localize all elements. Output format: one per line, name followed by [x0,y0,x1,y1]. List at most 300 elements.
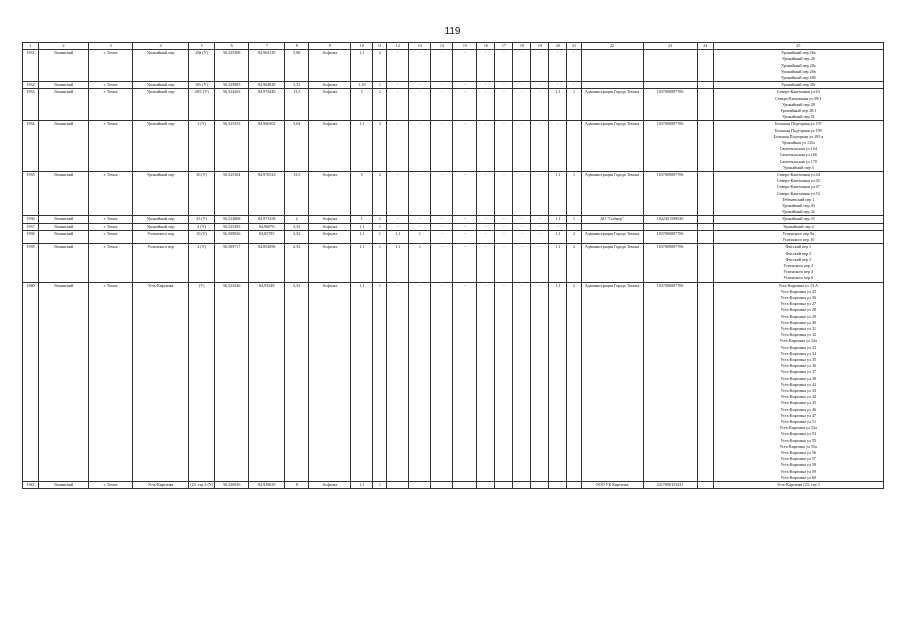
table-cell-col-5: 2 (У) [189,244,215,282]
address-line: Северо-Каштачная ул 44 [776,172,820,178]
table-cell-col-19: - [531,216,549,223]
table-cell-col-1: 1937 [23,223,39,230]
address-line: Северо-Каштачная ул 63 [776,89,820,95]
address-line: Усть-Киргизка ул 60 [780,474,817,480]
table-cell-col-5: 28/1 (У) [189,89,215,121]
column-header: 11 [373,43,387,50]
table-cell-col-16 [477,482,495,489]
table-cell-col-19 [531,482,549,489]
table-cell-col-21: 2 [567,230,581,243]
table-cell-col-13: 1 [409,244,431,282]
column-number-row [23,43,884,50]
addresses-cell [713,172,883,216]
address-line: Усть-Киргизка ул 46 [780,406,817,412]
table-cell-col-14 [431,482,453,489]
table-cell-col-10: 1,1 [351,50,373,82]
table-cell-col-15: - [453,216,477,223]
table-cell-col-6: 56,523426 [215,282,249,482]
table-cell-col-7: 84,964828 [249,82,285,89]
address-line: Северо-Каштачная ул 59/1 [775,95,822,101]
table-cell-col-11: 1 [373,482,387,489]
table-cell-col-15: - [453,82,477,89]
addresses-cell [713,223,883,230]
address-line: Урожайный пер 28 [781,56,815,62]
table-cell-col-19: - [531,121,549,172]
table-cell-col-5: 30 (У) [189,172,215,216]
table-cell-col-2: Ленинский [39,223,89,230]
table-cell-col-24 [697,89,713,121]
table-cell-col-2: Ленинский [39,482,89,489]
table-cell-col-1: 1931 [23,50,39,82]
table-cell-col-7: 84,971358 [249,216,285,223]
registry-table [22,42,884,489]
table-cell-col-17: - [495,223,513,230]
table-row [23,282,884,482]
address-line: Урожайная ул 135а [781,140,815,146]
table-cell-col-16: - [477,282,495,482]
table-cell-col-11: 3 [373,121,387,172]
table-cell-col-7: 84,970523 [249,172,285,216]
address-line: Фисский пер 1 [785,244,812,250]
address-line: Усть-Киргизка ул 34 [780,350,817,356]
table-cell-col-6: 56,525483 [215,223,249,230]
table-cell-col-17: - [495,282,513,482]
address-line: Усть-Киргизка ул 53 [780,431,817,437]
addresses-cell [713,121,883,172]
table-cell-col-16: - [477,230,495,243]
table-cell-col-12: - [387,223,409,230]
table-cell-col-4: Урожайный пер [133,82,189,89]
table-cell-col-14: - [431,82,453,89]
table-row [23,172,884,216]
table-row [23,50,884,82]
address-line: Тебеневский пер 1 [782,196,815,202]
column-header: 15 [453,43,477,50]
table-cell-col-3: г. Томск [89,244,133,282]
address-line: Усть-Киргизка ул 47 [780,412,817,418]
table-cell-col-4: Успенского пер [133,230,189,243]
table-cell-col-8: 2,52 [285,244,309,282]
table-cell-col-8: 13,5 [285,172,309,216]
table-cell-col-15: - [453,172,477,216]
table-cell-col-22: Администрация Города Томска [581,282,643,482]
table-cell-col-1: 1932 [23,82,39,89]
table-cell-col-19: - [531,230,549,243]
table-cell-col-8: 5,00 [285,50,309,82]
table-cell-col-12: 1,1 [387,244,409,282]
table-cell-col-20: 1,1 [549,230,567,243]
table-cell-col-13: - [409,82,431,89]
table-cell-col-18: - [513,223,531,230]
table-cell-col-14: - [431,89,453,121]
table-cell-col-1: 1936 [23,216,39,223]
table-cell-col-11: 2 [373,50,387,82]
table-cell-col-19: - [531,244,549,282]
table-cell-col-1: 1935 [23,172,39,216]
column-header: 5 [189,43,215,50]
table-cell-col-5: 3 (У) [189,121,215,172]
table-cell-col-20: 1,1 [549,216,567,223]
address-line: Урожайный пер 31 [781,114,815,120]
table-cell-col-21 [567,482,581,489]
table-cell-col-22: Администрация Города Томска [581,230,643,243]
table-cell-col-17: - [495,121,513,172]
column-header: 18 [513,43,531,50]
table-row [23,216,884,223]
table-cell-col-9: Асфальт [309,282,351,482]
table-cell-col-9: Асфальт [309,223,351,230]
address-line: Усть-Киргизка ул 36 [780,363,817,369]
table-cell-col-23: 1037000087706 [643,282,697,482]
table-cell-col-21: 1 [567,89,581,121]
table-cell-col-12 [387,482,409,489]
table-cell-col-3: г. Томск [89,230,133,243]
table-cell-col-3: г. Томск [89,82,133,89]
table-cell-col-23: 1037000087706 [643,89,697,121]
table-cell-col-12: 1,1 [387,230,409,243]
table-cell-col-16: - [477,50,495,82]
table-cell-col-21: 1 [567,172,581,216]
table-cell-col-4: Усть-Киргизка [133,282,189,482]
address-line: Усть-Киргизка ул 37 [780,369,817,375]
column-header: 21 [567,43,581,50]
column-header: 17 [495,43,513,50]
table-cell-col-23 [643,223,697,230]
address-line: Усть-Киргизка ул 44 [780,394,817,400]
table-cell-col-20: - [549,121,567,172]
column-header: 24 [697,43,713,50]
table-row [23,89,884,121]
table-cell-col-17: - [495,50,513,82]
address-line: Усть-Киргизка ул 45 [780,400,817,406]
table-cell-col-14: - [431,216,453,223]
table-cell-col-13: 1 [409,230,431,243]
table-cell-col-23: 2217000153431 [643,482,697,489]
table-cell-col-20: 1,1 [549,172,567,216]
address-line: Урожайный пер 28б [780,75,816,81]
table-cell-col-19: - [531,223,549,230]
table-cell-col-24 [697,223,713,230]
table-cell-col-9: Асфальт [309,121,351,172]
table-cell-col-18: - [513,230,531,243]
table-cell-col-22 [581,223,643,230]
table-cell-col-9: Асфальт [309,230,351,243]
table-cell-col-2: Ленинский [39,121,89,172]
table-cell-col-4: Урожайный пер [133,223,189,230]
table-cell-col-23: 1037000087706 [643,244,697,282]
table-cell-col-20: 1,1 [549,89,567,121]
table-cell-col-5: 28г (У) [189,82,215,89]
table-cell-col-12: - [387,216,409,223]
column-header: 20 [549,43,567,50]
table-cell-col-20: 1,1 [549,244,567,282]
address-line: Урожайный пер 28а [781,62,816,68]
address-line: Усть-Киргизка ул 51 [780,418,817,424]
table-cell-col-24 [697,50,713,82]
table-cell-col-23 [643,50,697,82]
address-line: Урожайный пер 3 [782,164,814,170]
address-line: Северо-Каштачная ул 45 [776,178,820,184]
table-cell-col-4: Усть-Киргизка [133,482,189,489]
table-cell-col-3: г. Томск [89,223,133,230]
table-cell-col-11: 1 [373,82,387,89]
table-cell-col-1: 1940 [23,282,39,482]
table-cell-col-18: - [513,216,531,223]
column-header: 14 [431,43,453,50]
table-cell-col-4: Урожайный пер [133,89,189,121]
table-cell-col-5: 10 (У) [189,230,215,243]
table-cell-col-15: - [453,223,477,230]
table-cell-col-18: - [513,172,531,216]
address-line: Самотыльская ул 164 [779,146,817,152]
table-cell-col-8: 2,52 [285,282,309,482]
table-cell-col-2: Ленинский [39,230,89,243]
table-cell-col-17: - [495,244,513,282]
addresses-cell [713,216,883,223]
table-cell-col-1: 1934 [23,121,39,172]
address-line: Усть-Киргизка ул 43 [780,387,817,393]
table-cell-col-10: 1,1 [351,223,373,230]
table-cell-col-3: г. Томск [89,282,133,482]
table-cell-col-15 [453,482,477,489]
table-cell-col-14: - [431,121,453,172]
address-line: Успенского пер 10 [782,237,815,243]
address-line: Фисский пер 3 [785,256,812,262]
table-cell-col-22: Администрация Города Томска [581,244,643,282]
table-cell-col-3: г. Томск [89,216,133,223]
table-cell-col-6: 56,525353 [215,121,249,172]
address-line: Самотыльская ул 166 [779,152,817,158]
table-cell-col-23: 1037000087706 [643,172,697,216]
table-cell-col-10: 1,1 [351,282,373,482]
table-cell-col-4: Успенского пер [133,244,189,282]
table-cell-col-13: - [409,216,431,223]
table-cell-col-7: 84,96076 [249,223,285,230]
table-cell-col-7: 84,92548 [249,282,285,482]
table-cell-col-11: 1 [373,230,387,243]
page-number: 119 [444,26,461,37]
address-line: Усть-Киргизка ул 30 [780,319,817,325]
table-cell-col-2: Ленинский [39,89,89,121]
table-cell-col-7: 84,964129 [249,50,285,82]
table-row [23,121,884,172]
table-cell-col-20 [549,482,567,489]
table-cell-col-16: - [477,223,495,230]
address-line: Успенского пер 8а [782,230,815,236]
address-line: Усть-Киргизка ул 32 [780,332,817,338]
table-cell-col-6: 56,525164 [215,172,249,216]
column-header: 1 [23,43,39,50]
table-cell-col-1: 1939 [23,244,39,282]
address-line: Усть-Киргизка ул 58 [780,462,817,468]
table-cell-col-16: - [477,121,495,172]
table-cell-col-5: (23, стр 3 (У) [190,482,214,488]
addresses-cell [713,282,883,482]
address-line: Урожайный пер 28г [781,82,816,88]
address-line: Большая Подгорная ул 199 [774,127,822,133]
table-cell-col-9: Асфальт [309,172,351,216]
table-cell-col-14: - [431,282,453,482]
address-line: Урожайный пер 30 [781,203,815,209]
address-line: Усть-Киргизка ул 55 [780,437,817,443]
address-line: Большая Подгорная ул 195 а [773,133,824,139]
table-cell-col-12: - [387,121,409,172]
address-line: Усть-Киргизка ул 26 [780,294,817,300]
table-cell-col-15: - [453,89,477,121]
table-cell-col-13: - [409,282,431,482]
address-line: Усть-Киргизка ул 28 [780,307,817,313]
table-cell-col-9: Асфальт [309,244,351,282]
table-cell-col-24 [697,121,713,172]
table-cell-col-14: - [431,230,453,243]
table-cell-col-15: - [453,121,477,172]
table-cell-col-12: - [387,82,409,89]
table-cell-col-20: 1,1 [549,282,567,482]
table-cell-col-13: - [409,121,431,172]
address-line: Усть-Киргизка (23, стр 3 [776,482,820,488]
address-line: Самотыльская ул 170 [779,158,817,164]
table-cell-col-17: - [495,216,513,223]
table-cell-col-21: - [567,82,581,89]
table-cell-col-24 [697,216,713,223]
column-header: 22 [581,43,643,50]
table-cell-col-8: 8 [285,482,309,489]
table-cell-col-14: - [431,172,453,216]
column-header: 4 [133,43,189,50]
table-cell-col-14: - [431,223,453,230]
table-cell-col-22 [581,82,643,89]
table-cell-col-10: 5 [351,172,373,216]
table-cell-col-19: - [531,282,549,482]
table-cell-col-18 [513,482,531,489]
table-cell-col-7: 84,85785 [249,230,285,243]
table-cell-col-5: (У) [189,282,215,482]
address-line: Усть-Киргизка ул 31 [780,325,817,331]
table-cell-col-4: Урожайный пер [133,121,189,172]
address-line: Урожайный пер 28/1 [780,108,817,114]
column-header: 13 [409,43,431,50]
table-cell-col-24 [697,482,713,489]
table-cell-col-1: 1941 [23,482,39,489]
table-cell-col-11: 1 [373,244,387,282]
table-cell-col-24 [697,82,713,89]
column-header: 10 [351,43,373,50]
table-cell-col-2: Ленинский [39,282,89,482]
table-cell-col-4: Урожайный пер [133,172,189,216]
address-line: Усть-Киргизка ул 56 [780,450,817,455]
table-cell-col-21: 2 [567,244,581,282]
table-cell-col-22 [581,50,643,82]
table-cell-col-12: - [387,89,409,121]
table-cell-col-8: 2,52 [285,223,309,230]
table-cell-col-13: - [409,223,431,230]
table-cell-col-22: ООО УК Киргизка [581,482,643,489]
address-line: Большая Подгорная ул 197 [774,121,822,127]
table-cell-col-9: Асфальт [309,82,351,89]
table-cell-col-1: 1938 [23,230,39,243]
table-cell-col-2: Ленинский [39,172,89,216]
table-cell-col-6: 56,525883 [215,82,249,89]
address-line: Северо-Каштачная ул 53 [776,190,820,196]
table-cell-col-15: - [453,282,477,482]
address-line: Успенского пер 4 [783,269,814,275]
addresses-cell [713,89,883,121]
table-cell-col-10: 1,10 [351,82,373,89]
address-line: Фисский пер 2 [785,250,812,256]
table-cell-col-8: 2 [285,216,309,223]
table-cell-col-7: 84,960302 [249,121,285,172]
column-header: 23 [643,43,697,50]
table-cell-col-12: - [387,282,409,482]
addresses-cell [713,244,883,282]
table-cell-col-2: Ленинский [39,50,89,82]
table-cell-col-10: 1,1 [351,244,373,282]
table-cell-col-3: г. Томск [89,121,133,172]
table-cell-col-6: 56,509717 [215,244,249,282]
table-cell-col-3: г. Томск [89,172,133,216]
table-cell-col-20: - [549,82,567,89]
table-cell-col-9: Асфальт [309,50,351,82]
addresses-cell [713,482,883,489]
table-cell-col-12: - [387,50,409,82]
address-line: Усть-Киргизка ул 33 [780,344,817,350]
table-cell-col-19: - [531,172,549,216]
table-cell-col-21: 2 [567,282,581,482]
table-cell-col-13: - [409,50,431,82]
table-cell-col-24 [697,172,713,216]
table-cell-col-2: Ленинский [39,216,89,223]
table-cell-col-4: Урожайный пер [133,50,189,82]
table-cell-col-4: Урожайный пер [133,216,189,223]
table-cell-col-11: 2 [373,89,387,121]
table-cell-col-10: 1,1 [351,121,373,172]
table-cell-col-19: - [531,50,549,82]
table-cell-col-17: - [495,230,513,243]
table-cell-col-16: - [477,172,495,216]
table-cell-col-6: 56,524868 [215,216,249,223]
address-line: Усть-Киргизка ул 59 [780,468,817,474]
table-row [23,223,884,230]
table-cell-col-14: - [431,244,453,282]
table-cell-col-7: 84,852096 [249,244,285,282]
table-row [23,82,884,89]
address-line: Усть-Киргизка ул 55а [779,443,817,449]
table-body [23,50,884,489]
table-cell-col-17 [495,482,513,489]
column-header: 7 [249,43,285,50]
column-header: 8 [285,43,309,50]
table-cell-col-19: - [531,82,549,89]
table-cell-col-5: 4 (У) [189,223,215,230]
table-cell-col-20: - [549,50,567,82]
address-line: Урожайный пер 4 [782,223,814,229]
table-cell-col-24 [697,244,713,282]
address-line: Северо-Каштачная ул 47 [776,184,820,190]
address-line: Успенского пер 2 [783,262,814,268]
table-cell-col-22: Администрация Города Томска [581,172,643,216]
table-cell-col-24 [697,230,713,243]
table-cell-col-18: - [513,50,531,82]
table-cell-col-9: Асфальт [309,482,351,489]
column-header: 6 [215,43,249,50]
table-cell-col-11: 1 [373,282,387,482]
address-line: Усть-Киргизка ул 25 [780,288,817,294]
table-cell-col-2: Ленинский [39,244,89,282]
table-cell-col-11: 1 [373,223,387,230]
table-cell-col-18: - [513,244,531,282]
column-header: 12 [387,43,409,50]
table-cell-col-6: 56,509036 [215,230,249,243]
